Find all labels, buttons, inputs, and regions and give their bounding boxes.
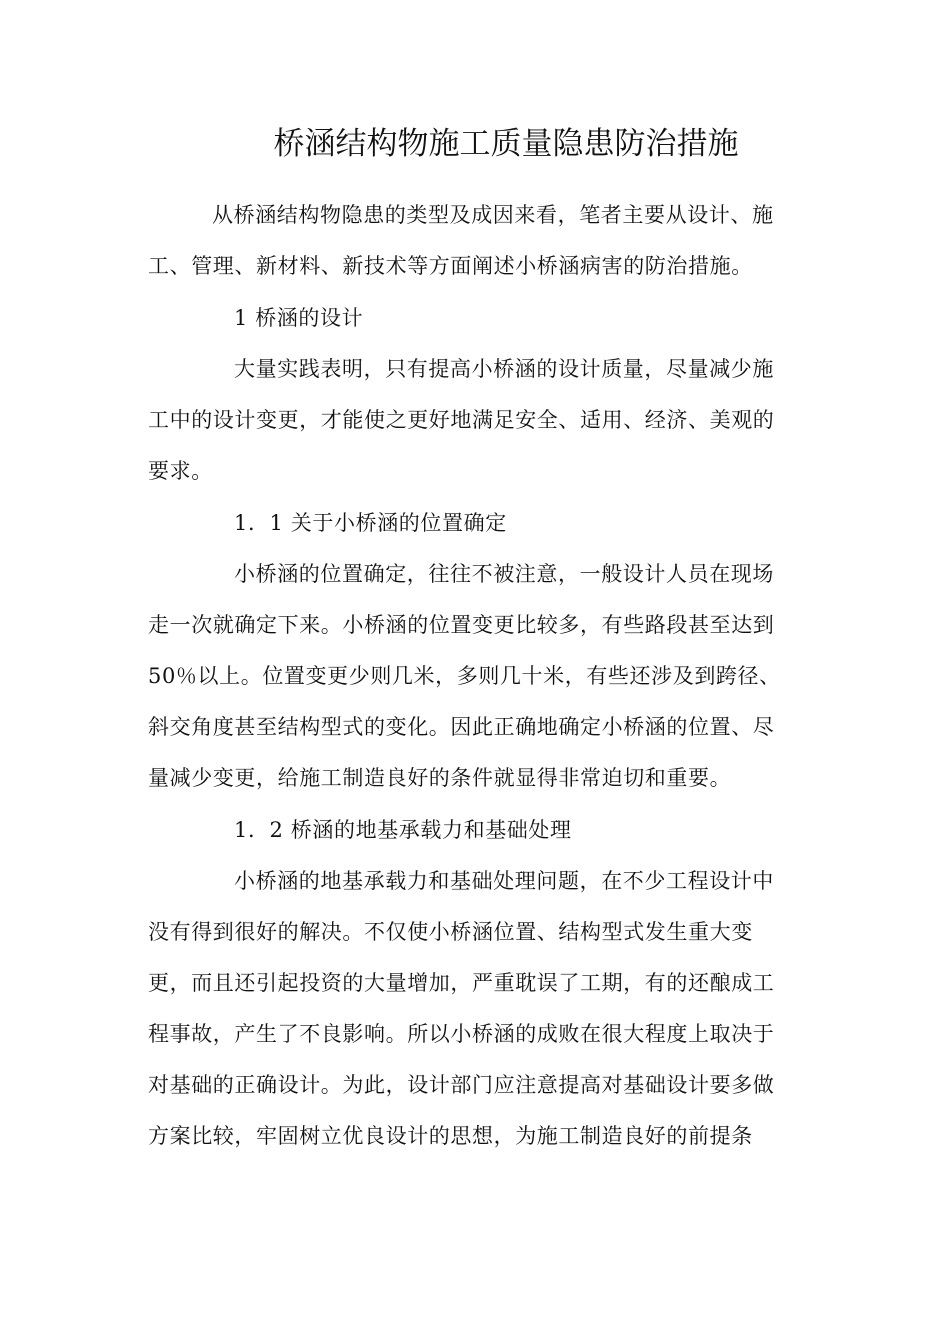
paragraph-line: 没有得到很好的解决。不仅使小桥涵位置、结构型式发生重大变: [148, 920, 753, 944]
section-heading: 1 桥涵的设计: [234, 306, 364, 330]
paragraph-line: 要求。: [148, 459, 213, 483]
paragraph-line: 从桥涵结构物隐患的类型及成因来看，笔者主要从设计、施: [212, 203, 774, 227]
paragraph-line: 走一次就确定下来。小桥涵的位置变更比较多，有些路段甚至达到: [148, 613, 775, 637]
paragraph-line: 方案比较，牢固树立优良设计的思想，为施工制造良好的前提条: [148, 1124, 753, 1148]
paragraph-line: 程事故，产生了不良影响。所以小桥涵的成败在很大程度上取决于: [148, 1022, 775, 1046]
paragraph-line: 斜交角度甚至结构型式的变化。因此正确地确定小桥涵的位置、尽: [148, 715, 775, 739]
paragraph-line: 更，而且还引起投资的大量增加，严重耽误了工期，有的还酿成工: [148, 971, 775, 995]
paragraph-line: 工中的设计变更，才能使之更好地满足安全、适用、经济、美观的: [148, 408, 775, 432]
paragraph-line: 工、管理、新材料、新技术等方面阐述小桥涵病害的防治措施。: [148, 254, 753, 278]
paragraph-line: 50％以上。位置变更少则几米，多则几十米，有些还涉及到跨径、: [148, 664, 781, 688]
paragraph-line: 大量实践表明，只有提高小桥涵的设计质量，尽量减少施: [234, 357, 774, 381]
paragraph-line: 对基础的正确设计。为此，设计部门应注意提高对基础设计要多做: [148, 1073, 775, 1097]
subsection-heading: 1．2 桥涵的地基承载力和基础处理: [234, 818, 572, 842]
document-title: 桥涵结构物施工质量隐患防治措施: [273, 126, 739, 162]
subsection-heading: 1．1 关于小桥涵的位置确定: [234, 511, 507, 535]
paragraph-line: 小桥涵的地基承载力和基础处理问题，在不少工程设计中: [234, 869, 774, 893]
paragraph-line: 量减少变更，给施工制造良好的条件就显得非常迫切和重要。: [148, 766, 732, 790]
paragraph-line: 小桥涵的位置确定，往往不被注意，一般设计人员在现场: [234, 562, 774, 586]
